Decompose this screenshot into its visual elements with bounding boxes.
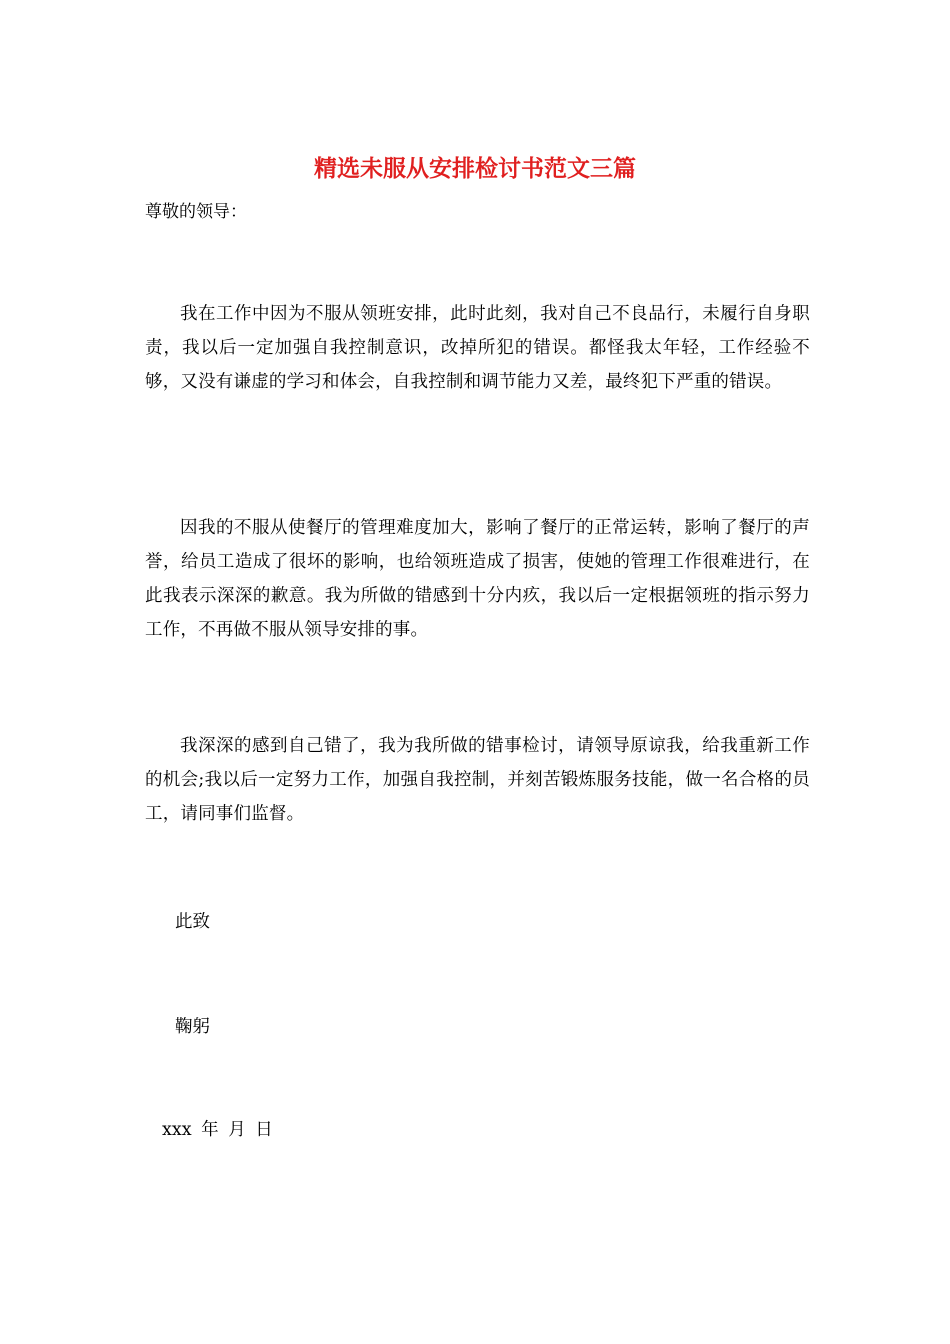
closing-salute: 此致 (175, 912, 210, 932)
closing-bow: 鞠躬 (175, 1017, 210, 1037)
document-title: 精选未服从安排检讨书范文三篇 (314, 155, 636, 182)
body-paragraph-2: 因我的不服从使餐厅的管理难度加大，影响了餐厅的正常运转，影响了餐厅的声誉，给员工造成了很坏的影响，也给领班造成了损害，使她的管理工作很难进行，在此我表示深深的歉意。我为所做的错感到十分内疚，我以后一定根据领班的指示努力工作，不再做不服从领导安排的事。 (145, 518, 810, 640)
body-paragraph-3: 我深深的感到自己错了，我为我所做的错事检讨，请领导原谅我，给我重新工作的机会;我以后一定努力工作，加强自我控制，并刻苦锻炼服务技能，做一名合格的员工，请同事们监督。 (145, 736, 810, 824)
date-line: xxx 年 月 日 (162, 1120, 273, 1140)
salutation: 尊敬的领导： (145, 202, 247, 222)
body-paragraph-1: 我在工作中因为不服从领班安排，此时此刻，我对自己不良品行，未履行自身职责，我以后一定加强自我控制意识，改掉所犯的错误。都怪我太年轻，工作经验不够，又没有谦虚的学习和体会，自我控制和调节能力又差，最终犯下严重的错误。 (145, 304, 810, 392)
